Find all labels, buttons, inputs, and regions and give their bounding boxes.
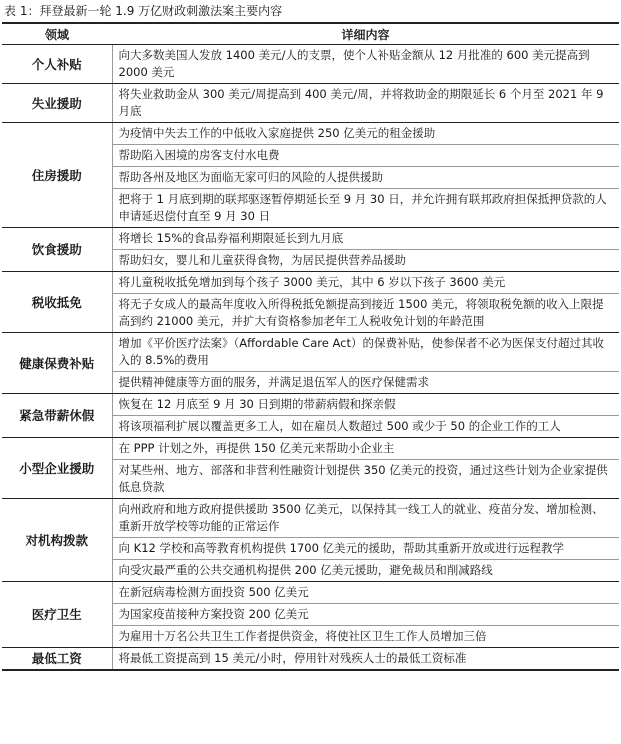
content-cell: 恢复在 12 月底至 9 月 30 日到期的带薪病假和探亲假 <box>112 394 619 416</box>
table-row <box>2 45 619 84</box>
table-row <box>2 272 619 294</box>
table-row <box>2 123 619 145</box>
header-content: 详细内容 <box>112 23 619 45</box>
content-cell: 增加《平价医疗法案》（Affordable Care Act）的保费补贴，使参保者不必为医保支付超过其收入的 8.5%的费用 <box>112 333 619 372</box>
domain-cell: 失业援助 <box>2 84 112 123</box>
table-row <box>2 648 619 671</box>
content-cell: 将儿童税收抵免增加到每个孩子 3000 美元，其中 6 岁以下孩子 3600 美元 <box>112 272 619 294</box>
domain-cell: 对机构拨款 <box>2 499 112 582</box>
content-cell: 将该项福利扩展以覆盖更多工人，如在雇员人数超过 500 或少于 50 的企业工作的工人 <box>112 416 619 438</box>
content-cell: 向州政府和地方政府提供援助 3500 亿美元，以保持其一线工人的就业、疫苗分发、增加检测、重新开放学校等功能的正常运作 <box>112 499 619 538</box>
domain-cell: 饮食援助 <box>2 228 112 272</box>
table-body <box>2 45 619 671</box>
content-cell: 向受灾最严重的公共交通机构提供 200 亿美元援助，避免裁员和削减路线 <box>112 560 619 582</box>
domain-cell: 税收抵免 <box>2 272 112 333</box>
content-cell: 将增长 15%的食品券福利期限延长到九月底 <box>112 228 619 250</box>
content-cell: 在 PPP 计划之外，再提供 150 亿美元来帮助小企业主 <box>112 438 619 460</box>
content-cell: 在新冠病毒检测方面投资 500 亿美元 <box>112 582 619 604</box>
domain-cell: 小型企业援助 <box>2 438 112 499</box>
table-row <box>2 228 619 250</box>
content-cell: 帮助各州及地区为面临无家可归的风险的人提供援助 <box>112 167 619 189</box>
domain-cell: 健康保费补贴 <box>2 333 112 394</box>
table-header-row <box>2 23 619 45</box>
content-cell: 把将于 1 月底到期的联邦驱逐暂停期延长至 9 月 30 日，并允许拥有联邦政府担保抵押贷款的人申请延迟偿付直至 9 月 30 日 <box>112 189 619 228</box>
domain-cell: 最低工资 <box>2 648 112 671</box>
content-cell: 为国家疫苗接种方案投资 200 亿美元 <box>112 604 619 626</box>
content-cell: 为雇用十万名公共卫生工作者提供资金，将使社区卫生工作人员增加三倍 <box>112 626 619 648</box>
content-cell: 帮助陷入困境的房客支付水电费 <box>112 145 619 167</box>
content-cell: 对某些州、地方、部落和非营利性融资计划提供 350 亿美元的投资，通过这些计划为企业家提供低息贷款 <box>112 460 619 499</box>
table-row <box>2 394 619 416</box>
content-cell: 为疫情中失去工作的中低收入家庭提供 250 亿美元的租金援助 <box>112 123 619 145</box>
table-row <box>2 438 619 460</box>
content-cell: 将最低工资提高到 15 美元/小时，停用针对残疾人士的最低工资标准 <box>112 648 619 671</box>
content-cell: 提供精神健康等方面的服务，并满足退伍军人的医疗保健需求 <box>112 372 619 394</box>
content-cell: 向大多数美国人发放 1400 美元/人的支票，使个人补贴金额从 12 月批准的 600 美元提高到 2000 美元 <box>112 45 619 84</box>
domain-cell: 住房援助 <box>2 123 112 228</box>
table-row <box>2 582 619 604</box>
domain-cell: 医疗卫生 <box>2 582 112 648</box>
content-cell: 将失业救助金从 300 美元/周提高到 400 美元/周，并将救助金的期限延长 6 个月至 2021 年 9 月底 <box>112 84 619 123</box>
table-row <box>2 84 619 123</box>
domain-cell: 紧急带薪休假 <box>2 394 112 438</box>
domain-cell: 个人补贴 <box>2 45 112 84</box>
table-row <box>2 499 619 538</box>
content-cell: 向 K12 学校和高等教育机构提供 1700 亿美元的援助，帮助其重新开放或进行远程教学 <box>112 538 619 560</box>
header-domain: 领域 <box>2 23 112 45</box>
table-row <box>2 333 619 372</box>
table-caption: 表 1：拜登最新一轮 1.9 万亿财政刺激法案主要内容 <box>4 4 283 18</box>
stimulus-table <box>2 22 619 671</box>
content-cell: 将无子女成人的最高年度收入所得税抵免额提高到接近 1500 美元，将领取税免额的收入上限提高到约 21000 美元，并扩大有资格参加老年工人税收免计划的年龄范围 <box>112 294 619 333</box>
content-cell: 帮助妇女，婴儿和儿童获得食物，为居民提供营养品援助 <box>112 250 619 272</box>
